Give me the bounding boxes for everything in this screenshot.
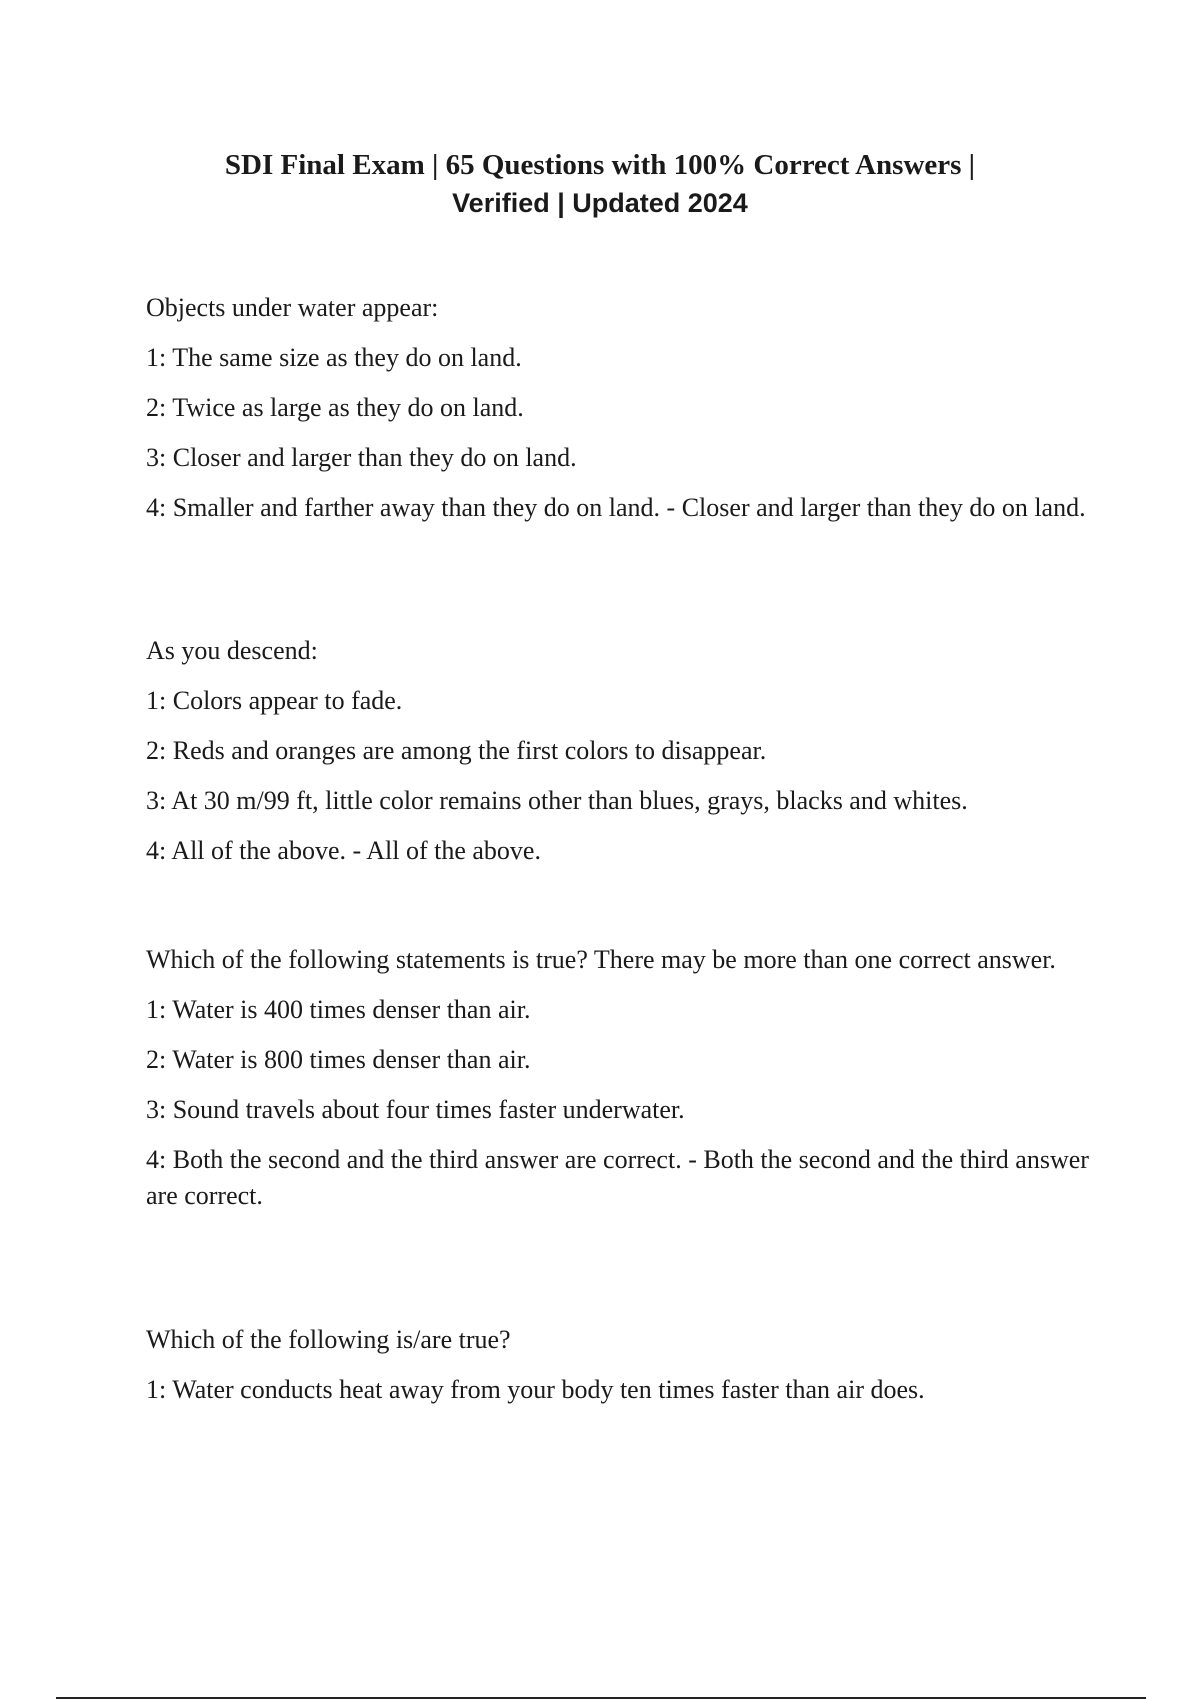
- answer-option: 2: Water is 800 times denser than air.: [146, 1045, 531, 1074]
- answer-option: 2: Twice as large as they do on land.: [146, 393, 524, 422]
- answer-option: 1: Water conducts heat away from your body ten times faster than air does.: [146, 1375, 925, 1404]
- document-title-line-2: Verified | Updated 2024: [452, 188, 748, 218]
- answer-option: 1: Water is 400 times denser than air.: [146, 995, 531, 1024]
- question-prompt: As you descend:: [146, 636, 318, 665]
- answer-option: 3: Closer and larger than they do on land.: [146, 443, 577, 472]
- question-block-4: [146, 1322, 1096, 1422]
- question-prompt: Which of the following is/are true?: [146, 1325, 511, 1354]
- question-block-2: [146, 633, 1096, 883]
- question-block-3: [146, 942, 1096, 1228]
- answer-option: 1: The same size as they do on land.: [146, 343, 522, 372]
- document-title: [0, 146, 1200, 222]
- answer-option: 3: Sound travels about four times faster underwater.: [146, 1095, 685, 1124]
- question-prompt: Objects under water appear:: [146, 293, 439, 322]
- answer-option: 4: Both the second and the third answer are correct. - Both the second and the third answer are correct.: [146, 1145, 1089, 1210]
- question-prompt: Which of the following statements is true? There may be more than one correct answer.: [146, 945, 1056, 974]
- question-block-1: [146, 290, 1096, 540]
- answer-option: 4: All of the above. - All of the above.: [146, 836, 541, 865]
- answer-option: 4: Smaller and farther away than they do on land. - Closer and larger than they do on land.: [146, 493, 1086, 522]
- answer-option: 1: Colors appear to fade.: [146, 686, 403, 715]
- answer-option: 2: Reds and oranges are among the first colors to disappear.: [146, 736, 767, 765]
- page-divider: [56, 1697, 1146, 1699]
- document-title-line-1: SDI Final Exam | 65 Questions with 100% Correct Answers |: [224, 149, 976, 181]
- answer-option: 3: At 30 m/99 ft, little color remains other than blues, grays, blacks and whites.: [146, 786, 968, 815]
